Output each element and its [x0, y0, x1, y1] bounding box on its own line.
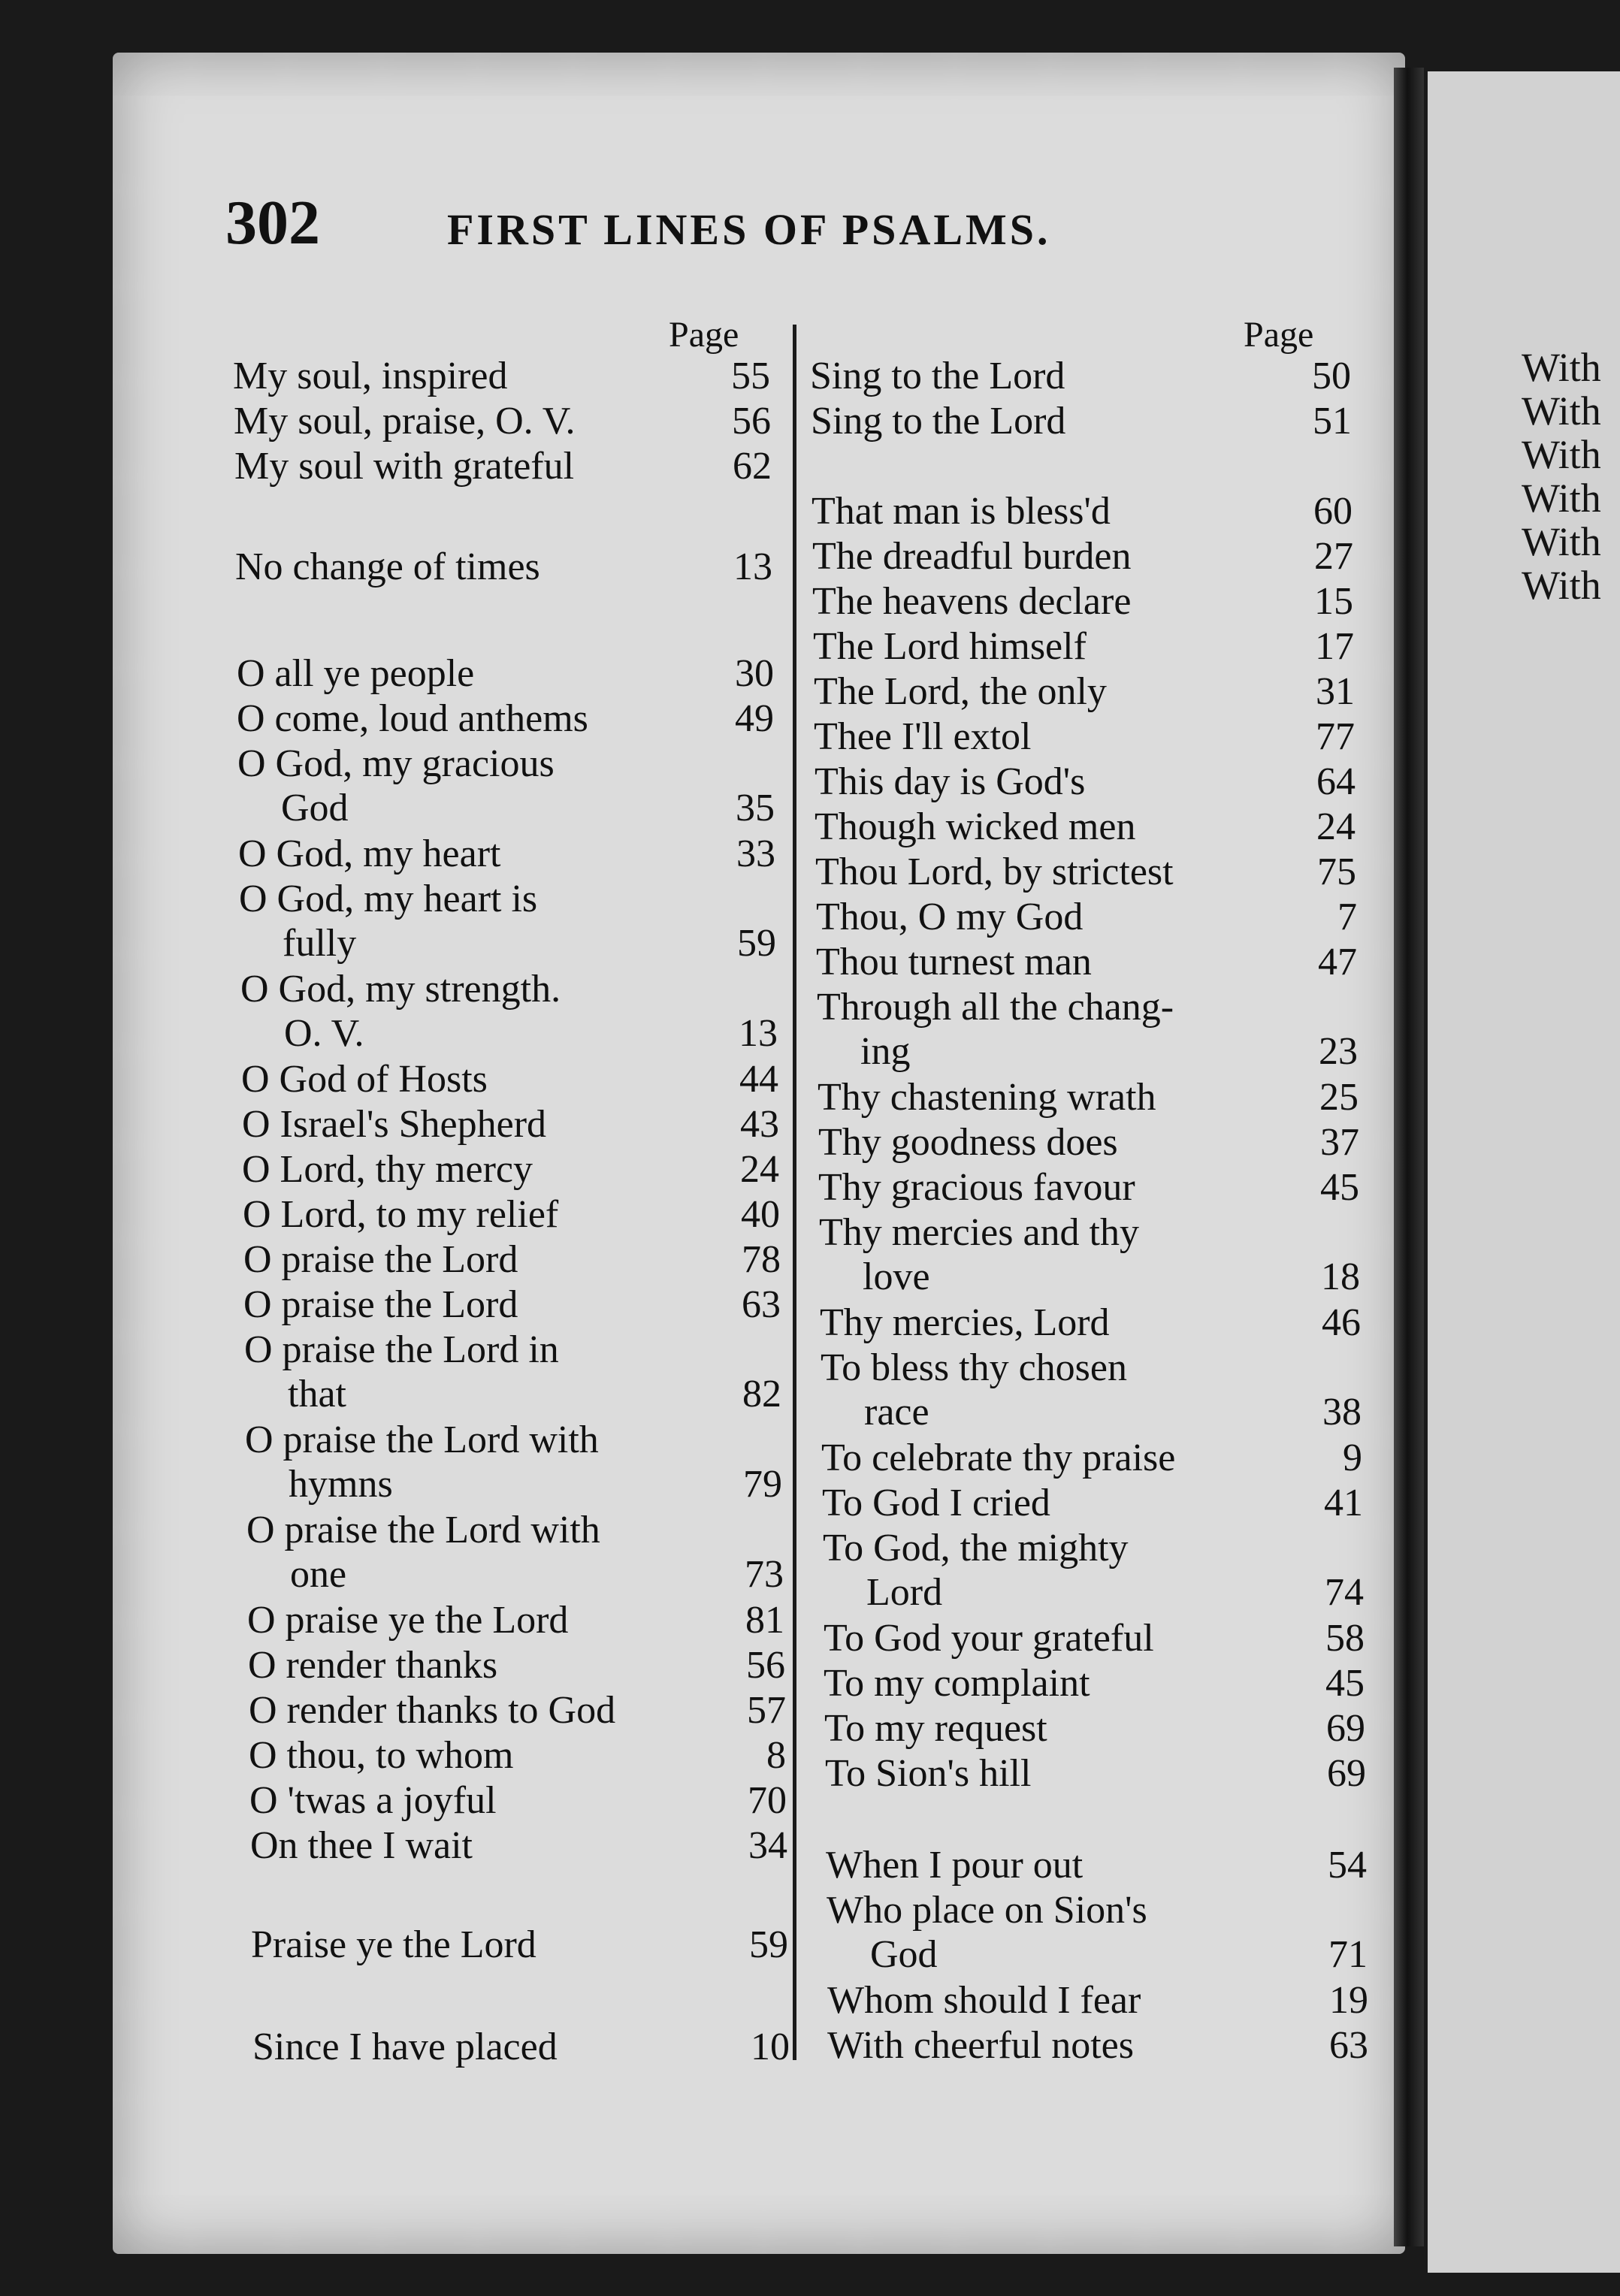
entry-page-number: 33	[736, 832, 775, 875]
entry-page-number: 59	[737, 922, 776, 965]
entry-first-line: The Lord, the only	[814, 670, 1107, 713]
index-entry	[243, 1283, 781, 1328]
index-entry	[237, 697, 774, 742]
adjacent-page-word: With	[1522, 563, 1601, 608]
entry-first-line: Thou turnest man	[816, 941, 1092, 983]
entry-first-line: O praise the Lord with	[245, 1418, 599, 1461]
index-entry	[235, 545, 772, 591]
entry-first-line: O Israel's Shepherd	[242, 1103, 547, 1146]
index-entry	[824, 1662, 1365, 1707]
entry-first-line: To my complaint	[824, 1662, 1090, 1705]
entry-first-line: When I pour out	[826, 1844, 1084, 1887]
index-entry	[242, 1148, 779, 1193]
entry-page-number: 34	[748, 1824, 787, 1867]
index-entry	[244, 1328, 781, 1418]
entry-first-line: O praise the Lord	[243, 1283, 518, 1326]
index-entry	[240, 968, 778, 1058]
index-entry	[827, 1979, 1368, 2024]
entry-first-line: Through all the chang-	[817, 986, 1174, 1029]
entry-page-number: 40	[741, 1193, 780, 1236]
index-entry	[816, 941, 1357, 986]
entry-first-line: O come, loud anthems	[237, 697, 588, 740]
entry-page-number: 31	[1316, 670, 1355, 713]
entry-first-line: O all ye people	[237, 652, 475, 695]
index-entry	[239, 878, 776, 968]
entry-first-line: O God, my gracious	[237, 742, 555, 785]
index-entry	[812, 490, 1353, 535]
entry-page-number: 24	[740, 1148, 779, 1191]
entry-page-number: 24	[1316, 805, 1356, 848]
index-entry	[820, 1301, 1361, 1346]
entry-first-line: To Sion's hill	[825, 1752, 1032, 1795]
entry-continuation: love	[863, 1255, 930, 1298]
entry-first-line: To God your grateful	[824, 1617, 1154, 1660]
entry-first-line: Thee I'll extol	[814, 715, 1032, 758]
entry-page-number: 69	[1327, 1752, 1366, 1795]
entry-first-line: O praise the Lord	[243, 1238, 518, 1281]
index-entry	[815, 805, 1356, 850]
entry-page-number: 58	[1325, 1617, 1365, 1660]
entry-continuation: race	[864, 1391, 929, 1433]
entry-first-line: O Lord, to my relief	[243, 1193, 559, 1236]
entry-page-number: 49	[735, 697, 774, 740]
entry-page-number: 30	[735, 652, 774, 695]
index-entry	[238, 832, 775, 878]
entry-first-line: Sing to the Lord	[810, 355, 1065, 397]
entry-continuation: O. V.	[284, 1012, 364, 1055]
index-entry	[248, 1644, 785, 1689]
entry-page-number: 47	[1318, 941, 1357, 983]
entry-page-number: 15	[1314, 580, 1353, 623]
entry-page-number: 70	[748, 1779, 787, 1822]
index-entry	[824, 1707, 1365, 1752]
entry-first-line: Who place on Sion's	[827, 1889, 1147, 1932]
index-entry	[243, 1193, 780, 1238]
entry-page-number: 81	[745, 1599, 784, 1642]
entry-first-line: On thee I wait	[250, 1824, 473, 1867]
index-entry	[812, 535, 1353, 580]
entry-first-line: Thy gracious favour	[818, 1166, 1135, 1209]
index-entry	[249, 1689, 786, 1734]
entry-page-number: 43	[740, 1103, 779, 1146]
entry-first-line: The dreadful burden	[812, 535, 1132, 578]
entry-page-number: 9	[1343, 1437, 1362, 1479]
entry-first-line: With cheerful notes	[827, 2024, 1134, 2067]
entry-first-line: O thou, to whom	[249, 1734, 514, 1777]
index-entry	[814, 670, 1355, 715]
index-entry	[249, 1779, 787, 1824]
entry-first-line: O render thanks to God	[249, 1689, 616, 1732]
index-entry	[824, 1617, 1365, 1662]
entry-first-line: Thy mercies and thy	[819, 1211, 1139, 1254]
adjacent-page-word: With	[1522, 388, 1601, 434]
entry-first-line: Thy chastening wrath	[818, 1076, 1156, 1119]
entry-first-line: The heavens declare	[812, 580, 1132, 623]
entry-first-line: My soul with grateful	[234, 445, 575, 488]
entry-continuation: hymns	[289, 1463, 393, 1506]
index-entry	[237, 652, 774, 697]
entry-page-number: 37	[1320, 1121, 1359, 1164]
index-entry	[233, 355, 770, 400]
entry-page-number: 38	[1322, 1391, 1362, 1433]
entry-first-line: O praise ye the Lord	[247, 1599, 569, 1642]
adjacent-page-word: With	[1522, 432, 1601, 477]
entry-first-line: O Lord, thy mercy	[242, 1148, 533, 1191]
index-entry	[821, 1437, 1362, 1482]
entry-first-line: The Lord himself	[813, 625, 1087, 668]
page-column-heading-right: Page	[1244, 315, 1314, 355]
entry-first-line: Praise ye the Lord	[251, 1923, 536, 1966]
adjacent-page-word: With	[1522, 345, 1601, 390]
entry-page-number: 35	[736, 787, 775, 829]
index-entry	[822, 1482, 1363, 1527]
index-entry	[250, 1824, 787, 1869]
entry-page-number: 55	[731, 355, 770, 397]
entry-page-number: 82	[742, 1373, 781, 1415]
entry-page-number: 56	[732, 400, 771, 443]
entry-page-number: 27	[1314, 535, 1353, 578]
index-entry	[815, 760, 1356, 805]
entry-page-number: 69	[1326, 1707, 1365, 1750]
entry-page-number: 23	[1319, 1030, 1358, 1073]
entry-first-line: To bless thy chosen	[821, 1346, 1127, 1389]
index-entry	[247, 1599, 784, 1644]
entry-page-number: 25	[1319, 1076, 1359, 1119]
entry-first-line: O God, my heart	[238, 832, 501, 875]
index-entry	[810, 355, 1351, 400]
entry-first-line: To my request	[824, 1707, 1047, 1750]
index-entry	[811, 400, 1352, 445]
entry-page-number: 13	[733, 545, 772, 588]
book-spine	[1394, 68, 1424, 2246]
index-entry	[818, 1121, 1359, 1166]
entry-continuation: one	[290, 1553, 347, 1596]
entry-first-line: To God, the mighty	[823, 1527, 1129, 1569]
index-entry	[823, 1527, 1364, 1617]
entry-first-line: Thy mercies, Lord	[820, 1301, 1110, 1344]
entry-page-number: 73	[745, 1553, 784, 1596]
entry-first-line: Thou, O my God	[816, 896, 1084, 938]
index-entry	[243, 1238, 781, 1283]
adjacent-page-word: With	[1522, 519, 1601, 564]
running-title: FIRST LINES OF PSALMS.	[447, 205, 1051, 254]
index-entry	[814, 715, 1355, 760]
entry-first-line: Sing to the Lord	[811, 400, 1066, 443]
entry-first-line: No change of times	[235, 545, 540, 588]
entry-page-number: 18	[1321, 1255, 1360, 1298]
index-entry	[818, 1166, 1359, 1211]
entry-first-line: O praise the Lord with	[246, 1509, 600, 1551]
entry-page-number: 60	[1313, 490, 1353, 533]
index-entry	[246, 1509, 784, 1599]
entry-first-line: To celebrate thy praise	[821, 1437, 1176, 1479]
entry-page-number: 63	[1329, 2024, 1368, 2067]
entry-page-number: 74	[1325, 1571, 1364, 1614]
index-entry	[234, 400, 771, 445]
entry-page-number: 17	[1315, 625, 1354, 668]
index-entry	[241, 1058, 778, 1103]
entry-page-number: 71	[1328, 1933, 1368, 1976]
entry-page-number: 54	[1328, 1844, 1367, 1887]
index-entry	[826, 1844, 1367, 1889]
entry-page-number: 45	[1320, 1166, 1359, 1209]
index-entry	[237, 742, 775, 832]
entry-page-number: 57	[747, 1689, 786, 1732]
entry-first-line: O praise the Lord in	[244, 1328, 559, 1371]
entry-page-number: 56	[746, 1644, 785, 1687]
column-divider	[793, 325, 796, 2060]
entry-first-line: This day is God's	[815, 760, 1086, 803]
entry-first-line: O God, my strength.	[240, 968, 561, 1011]
entry-page-number: 64	[1316, 760, 1356, 803]
index-entry	[815, 850, 1356, 896]
entry-first-line: O God of Hosts	[241, 1058, 488, 1101]
entry-first-line: My soul, inspired	[233, 355, 508, 397]
entry-page-number: 41	[1324, 1482, 1363, 1524]
entry-page-number: 75	[1317, 850, 1356, 893]
entry-first-line: My soul, praise, O. V.	[234, 400, 576, 443]
entry-continuation: ing	[860, 1030, 911, 1073]
entry-first-line: O 'twas a joyful	[249, 1779, 497, 1822]
entry-first-line: Whom should I fear	[827, 1979, 1141, 2022]
index-entry	[251, 1923, 788, 1968]
entry-page-number: 50	[1312, 355, 1351, 397]
entry-page-number: 78	[742, 1238, 781, 1281]
index-entry	[249, 1734, 786, 1779]
page-number: 302	[225, 188, 320, 258]
entry-page-number: 77	[1316, 715, 1355, 758]
entry-page-number: 62	[733, 445, 772, 488]
index-entry	[242, 1103, 779, 1148]
entry-first-line: That man is bless'd	[812, 490, 1111, 533]
index-entry	[821, 1346, 1362, 1437]
index-entry	[827, 1889, 1368, 1979]
entry-first-line: O God, my heart is	[239, 878, 538, 920]
entry-continuation: God	[870, 1933, 938, 1976]
index-entry	[817, 986, 1358, 1076]
index-entry	[818, 1076, 1359, 1121]
entry-continuation: fully	[283, 922, 357, 965]
entry-first-line: Thy goodness does	[818, 1121, 1118, 1164]
entry-page-number: 8	[766, 1734, 786, 1777]
index-entry	[825, 1752, 1366, 1797]
entry-page-number: 10	[751, 2026, 790, 2068]
entry-continuation: God	[281, 787, 349, 829]
entry-page-number: 44	[739, 1058, 778, 1101]
index-entry	[813, 625, 1354, 670]
entry-page-number: 63	[742, 1283, 781, 1326]
entry-page-number: 19	[1329, 1979, 1368, 2022]
index-entry	[816, 896, 1357, 941]
entry-page-number: 45	[1325, 1662, 1365, 1705]
entry-continuation: Lord	[866, 1571, 943, 1614]
index-entry	[827, 2024, 1368, 2069]
index-entry	[252, 2026, 790, 2071]
entry-continuation: that	[288, 1373, 346, 1415]
index-entry	[819, 1211, 1360, 1301]
index-entry	[245, 1418, 782, 1509]
entry-page-number: 51	[1313, 400, 1352, 443]
entry-first-line: To God I cried	[822, 1482, 1050, 1524]
entry-page-number: 46	[1322, 1301, 1361, 1344]
entry-page-number: 7	[1337, 896, 1357, 938]
entry-first-line: O render thanks	[248, 1644, 498, 1687]
index-entry	[234, 445, 772, 490]
entry-first-line: Though wicked men	[815, 805, 1136, 848]
entry-first-line: Thou Lord, by strictest	[815, 850, 1174, 893]
entry-page-number: 79	[743, 1463, 782, 1506]
entry-first-line: Since I have placed	[252, 2026, 558, 2068]
index-entry	[812, 580, 1353, 625]
entry-page-number: 59	[749, 1923, 788, 1966]
entry-page-number: 13	[739, 1012, 778, 1055]
adjacent-page-word: With	[1522, 476, 1601, 521]
page-column-heading-left: Page	[669, 315, 739, 355]
